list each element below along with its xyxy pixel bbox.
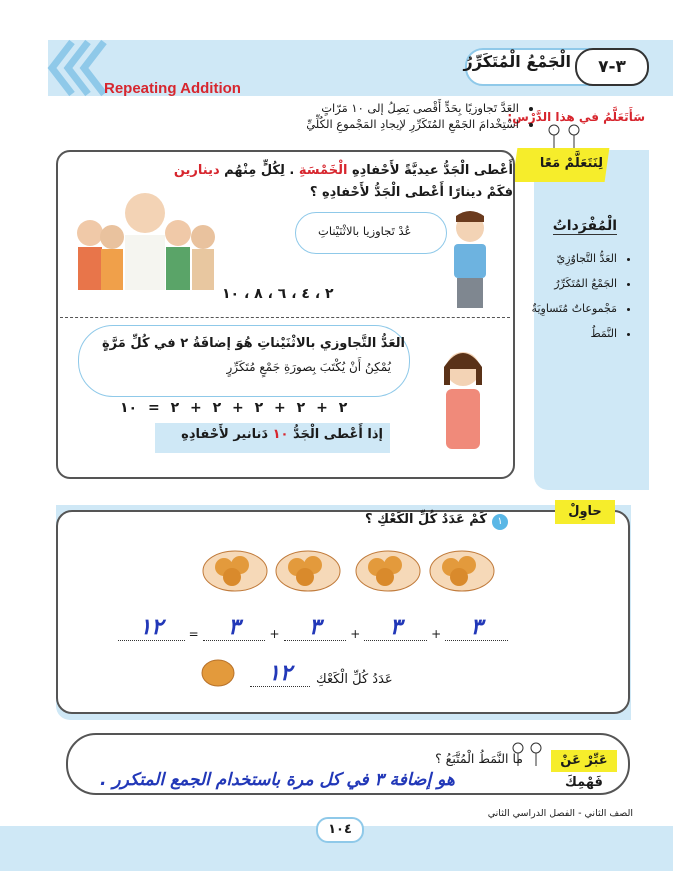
explain-answer-handwritten[interactable]: هو إضافة ٣ في كل مرة باستخدام الجمع المتكرر . (100, 770, 455, 790)
cookie-count-row (250, 660, 393, 687)
question-number: ١ (492, 514, 508, 530)
lets-learn-label: لِنَتَعَلَّمْ مَعًا (539, 156, 603, 171)
total-blank[interactable]: ١٢ (118, 614, 185, 641)
vocab-item: • العَدُّ التَّجاوُزِيّ (532, 246, 617, 271)
lesson-number: ٣-٧ (575, 48, 649, 86)
result-text: إذا أَعْطى الْجَدُّ ١٠ دَنانير لأَحْفادِهِ (181, 427, 383, 442)
boy-illustration-icon (440, 210, 500, 310)
girl-illustration-icon (428, 345, 498, 455)
explain-question: ما النَّمَطُ الْمُتَّبَعُ ؟ (435, 751, 523, 766)
explanation-line-2: يُمْكِنُ أَنْ يُكْتَبَ بِصورَةِ جَمْعٍ مُتَكَرِّرٍ (226, 360, 391, 374)
question-text: كَمْ عَدَدُ كُلِّ الكَعْكِ ؟ (365, 512, 487, 527)
plus-sign: + (431, 627, 442, 641)
skip-count-sequence: ٢ ، ٤ ، ٦ ، ٨ ، ١٠ (222, 286, 334, 302)
addend-blank[interactable]: ٣ (445, 614, 508, 641)
thought-cloud-text: عُدْ تَجاوزيا بالاثْنَيْناتِ (318, 224, 412, 238)
vocab-item: • الجَمْعُ المُتَكَرِّرُ (532, 271, 617, 296)
try-tag: حاوِلْ (555, 500, 615, 524)
addition-answer-row (118, 614, 508, 641)
vocab-item: • النَّمَطُ (532, 321, 617, 346)
objectives-list (306, 100, 533, 132)
plus-sign: + (269, 627, 280, 641)
chevron-decoration-icon (40, 38, 110, 98)
cookie-count-blank[interactable]: ١٢ (250, 660, 310, 687)
vocab-item: • مَجْموعاتٌ مُتَساوِيَةٌ (532, 296, 617, 321)
lesson-title: الْجَمْعُ الْمُتَكَرِّرُ (463, 52, 571, 71)
page-number: ١٠٤ (316, 817, 364, 843)
explain-tag: عَبِّرْ عَنْ فَهْمِكَ (551, 750, 617, 772)
addend-blank[interactable]: ٣ (203, 614, 266, 641)
plus-sign: + (350, 627, 361, 641)
learn-label: سَأَتَعَلَّمُ في هذا الدَّرْسِ: (507, 110, 645, 124)
objective-item: • العَدَّ تَجاوزيًا بِحَدٍّ أَقْصى يَصِلُ إلى ١٠ مَرّاتٍ (306, 100, 519, 116)
cookie-count-label: عَدَدُ كُلِّ الْكَعْكِ (316, 672, 393, 687)
footer-grade: الصف الثاني - الفصل الدراسي الثاني (487, 808, 633, 819)
vocab-title: الْمُفْرَداتُ (552, 218, 617, 234)
addend-blank[interactable]: ٣ (284, 614, 347, 641)
objective-item: • اسْتِخْدامَ الجَمْعِ المُتَكَرِّرِ لإيجادِ المَجْموعِ الكُلِّيِّ (306, 116, 519, 132)
story-paragraph: أَعْطى الْجَدُّ عيديَّةً لأَحْفادِهِ الْخَمْسَةِ . لِكُلٍّ مِنْهُم دينارين فكَمْ دينارًا أَعْطى الْجَدُّ لأَحْفادِهِ ؟ (173, 163, 513, 200)
lesson-title-english: Repeating Addition (104, 80, 241, 97)
equals-sign: = (188, 627, 199, 641)
explanation-line-1: العَدُّ التَّجاوزي بالاثْنَيْناتِ هُوَ إضافَةُ ٢ في كُلِّ مَرَّةٍ (102, 336, 405, 351)
family-illustration-icon (70, 185, 220, 290)
cookie-plates-icon (200, 545, 500, 595)
addend-blank[interactable]: ٣ (364, 614, 427, 641)
vocab-list (532, 246, 631, 346)
cookie-icon (200, 658, 236, 688)
repeated-addition-equation: ٢ + ٢ + ٢ + ٢ + ٢ = ١٠ (120, 400, 348, 416)
section-divider (60, 317, 510, 318)
